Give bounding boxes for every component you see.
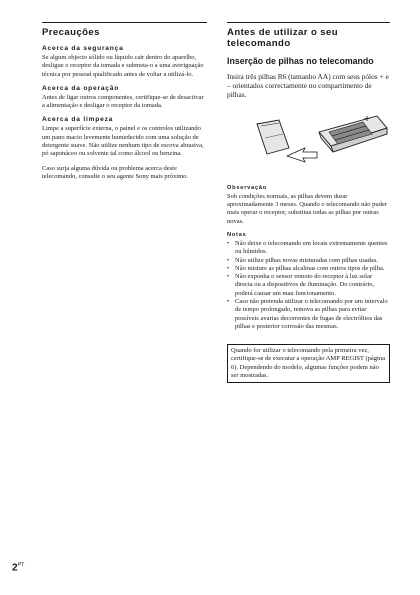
list-item: • Não utilize pilhas novas misturadas com pilhas usadas.	[227, 257, 390, 265]
notas-list	[227, 240, 390, 331]
arrow-icon	[287, 148, 317, 162]
page-lang-code: PT	[17, 562, 24, 568]
first-use-notice-box: Quando for utilizar o telecomando pela primeira vez, certifique-se de executar a operação AMP REGIST (página 6). Dependendo do modelo, algumas funções podem não ser mostradas.	[227, 344, 390, 383]
cleaning-heading: Acerca da limpeza	[42, 116, 114, 124]
before-using-heading: Antes de utilizar o seu telecomando	[227, 27, 339, 49]
safety-heading: Acerca da segurança	[42, 45, 124, 52]
battery-cover-icon	[257, 120, 289, 154]
closing-text: Caso surja alguma dúvida ou problema acerca deste telecomando, consulte o seu agente Sony mais próximo.	[42, 164, 189, 180]
battery-insertion-heading: Inserção de pilhas no telecomando	[227, 56, 374, 66]
notas-heading: Notas	[227, 231, 247, 238]
list-item: • Caso não pretenda utilizar o telecomando por um intervalo de tempo prolongado, remova as pilhas para evitar possíveis avarias decorrentes de fugas de electrólitos das pilhas e posterior corrosão das mesmas.	[227, 298, 390, 331]
cleaning-text: Limpe a superfície externa, o painel e os controlos utilizando um pano macio levemente humedecido com uma solução de detergente suave. Não utilize nenhum tipo de escova abrasiva, pó saponáceo ou solvente tal como álcool ou benzina.	[42, 125, 204, 158]
observacao-heading: Observação	[227, 184, 268, 191]
battery-insertion-illustration	[227, 108, 390, 172]
observacao-text: Sob condições normais, as pilhas devem durar aproximadamente 3 meses. Quando o telecomando não puder mais operar o receptor, substitua todas as pilhas por outras novas.	[227, 192, 387, 225]
left-column	[42, 22, 207, 181]
page-number-value: 2	[12, 562, 18, 574]
safety-text: Se algum objecto sólido ou líquido cair dentro do aparelho, desligue o receptor da tomada e submeta-o a uma averiguação técnica por pessoal qualificado antes de voltar a utilizá-lo.	[42, 54, 204, 78]
left-top-rule	[42, 22, 207, 23]
list-item: • Não misture as pilhas alcalinas com outros tipos de pilha.	[227, 265, 390, 273]
operation-heading: Acerca da operação	[42, 84, 120, 92]
right-column	[227, 22, 390, 383]
page-number	[12, 562, 24, 573]
list-item: • Não exponha o sensor remoto do receptor à luz solar directa ou a dispositivos de iluminação. Do contrário, poderá causar um mau funcionamento.	[227, 273, 390, 298]
list-item: • Não deixe o telecomando em locais extremamente quentes ou húmidos.	[227, 240, 390, 257]
battery-intro-text: Insira três pilhas R6 (tamanho AA) com seus pólos + e – orientados correctamente no compartimento de pilhas.	[227, 71, 389, 100]
right-top-rule	[227, 22, 390, 23]
precautions-heading: Precauções	[42, 27, 100, 38]
operation-text: Antes de ligar outros componentes, certifique-se de desactivar a alimentação e desligar o receptor da tomada.	[42, 93, 204, 110]
